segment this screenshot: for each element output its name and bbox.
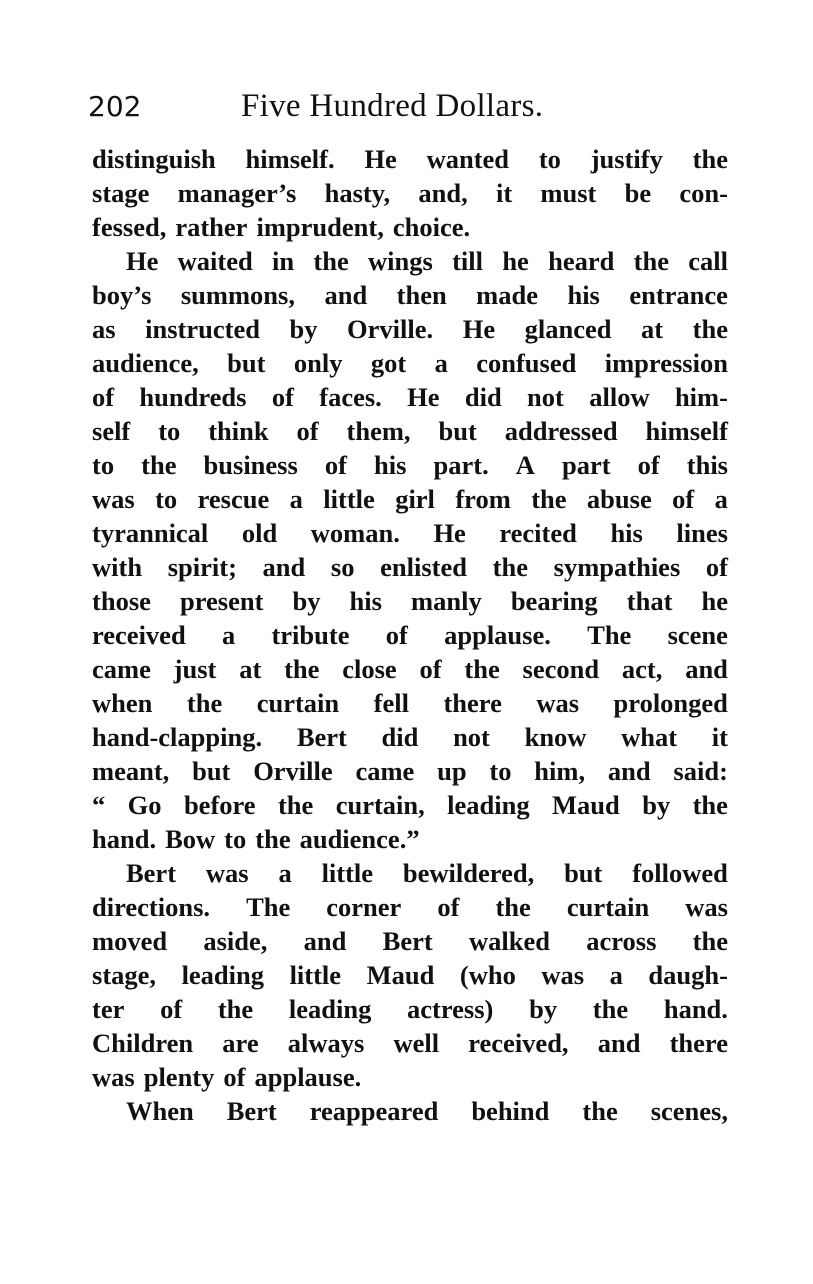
word: by (292, 586, 321, 616)
word: the (582, 1096, 618, 1126)
word: con- (679, 178, 728, 208)
word: fell (373, 688, 409, 718)
word: himself (645, 416, 728, 446)
word: spirit; (167, 552, 237, 582)
word: there (669, 1028, 728, 1058)
word: choice. (392, 212, 471, 242)
word: and, (418, 178, 468, 208)
word: think (208, 416, 269, 446)
word: a (289, 484, 303, 514)
word: was (685, 892, 728, 922)
word: as (92, 314, 116, 344)
word: little (321, 858, 374, 888)
word: wings (368, 246, 433, 276)
word: enlisted (380, 552, 468, 582)
word: He (126, 246, 159, 276)
text-line (92, 414, 728, 448)
word: and (303, 926, 347, 956)
text-line (92, 142, 728, 176)
word: a (221, 620, 236, 650)
word: sympathies (553, 552, 681, 582)
word: leading (288, 994, 372, 1024)
word: Children (92, 1028, 194, 1058)
word: rather (175, 212, 248, 242)
word: before (183, 790, 256, 820)
word: corner (326, 892, 402, 922)
text-line (92, 856, 728, 890)
word: stage (92, 178, 150, 208)
text-line (92, 992, 728, 1026)
word: them, (346, 416, 411, 446)
word: it (495, 178, 513, 208)
word: but (438, 416, 477, 446)
word: must (540, 178, 597, 208)
word: himself. (245, 144, 335, 174)
word: and (597, 1028, 641, 1058)
word: The (246, 892, 291, 922)
word: addressed (504, 416, 618, 446)
word: in (272, 246, 295, 276)
text-line (92, 924, 728, 958)
text-line (92, 720, 728, 754)
word: walked (468, 926, 550, 956)
word: there (443, 688, 502, 718)
word: his (349, 586, 382, 616)
text-line (92, 958, 728, 992)
word: and (607, 756, 651, 786)
text-line (92, 1094, 728, 1128)
word: curtain, (335, 790, 425, 820)
word: hand-clapping. (92, 722, 263, 752)
text-line (92, 550, 728, 584)
word: what (621, 722, 678, 752)
word: was (205, 858, 249, 888)
text-line (92, 788, 728, 822)
word: applause. (444, 620, 551, 650)
word: by (642, 790, 671, 820)
word: of (437, 892, 460, 922)
word: manly (411, 586, 482, 616)
word: Bert (126, 858, 177, 888)
word: followed (632, 858, 728, 888)
word: Maud (552, 790, 620, 820)
word: are (222, 1028, 259, 1058)
word: imprudent, (256, 212, 384, 242)
word: came (92, 654, 151, 684)
word: call (688, 246, 728, 276)
word: When (126, 1096, 194, 1126)
text-line (92, 210, 728, 244)
word: Bow (165, 824, 216, 854)
word: this (686, 450, 728, 480)
word: abuse (586, 484, 652, 514)
word: hasty, (324, 178, 391, 208)
word: act, (621, 654, 663, 684)
word: manager’s (177, 178, 297, 208)
word: waited (177, 246, 253, 276)
word: well (393, 1028, 440, 1058)
word: made (476, 280, 538, 310)
word: leading (447, 790, 530, 820)
word: of (324, 450, 347, 480)
word: behind (471, 1096, 550, 1126)
word: “ (92, 790, 106, 820)
word: curtain (256, 688, 340, 718)
word: Bert (382, 926, 433, 956)
word: a (434, 348, 448, 378)
word: always (287, 1028, 365, 1058)
word: tribute (271, 620, 350, 650)
word: girl (395, 484, 435, 514)
word: little (323, 484, 375, 514)
text-line (92, 244, 728, 278)
word: wanted (426, 144, 510, 174)
word: meant, (92, 756, 170, 786)
word: was (541, 960, 585, 990)
word: reappeared (309, 1096, 439, 1126)
text-line (92, 448, 728, 482)
word: of (419, 654, 442, 684)
word: applause. (254, 1062, 362, 1092)
word: instructed (145, 314, 260, 344)
word: he (701, 586, 728, 616)
word: aside, (203, 926, 268, 956)
word: to (538, 144, 561, 174)
word: curtain (566, 892, 650, 922)
word: lines (676, 518, 728, 548)
word: ter (92, 994, 125, 1024)
word: him- (674, 382, 728, 412)
word: hand. (92, 824, 157, 854)
word: second (522, 654, 600, 684)
word: when (92, 688, 153, 718)
word: of (672, 484, 695, 514)
word: did (464, 382, 502, 412)
word: a (609, 960, 623, 990)
word: rescue (197, 484, 270, 514)
word: boy’s (92, 280, 152, 310)
word: that (626, 586, 673, 616)
word: the (692, 790, 728, 820)
text-line (92, 278, 728, 312)
word: the (464, 654, 500, 684)
word: Maud (366, 960, 435, 990)
text-line (92, 1026, 728, 1060)
word: did (381, 722, 419, 752)
word: he (502, 246, 529, 276)
text-line (92, 346, 728, 380)
word: the (492, 552, 528, 582)
word: bewildered, (402, 858, 535, 888)
word: but (192, 756, 231, 786)
word: to (158, 416, 181, 446)
word: Orville (253, 756, 333, 786)
word: actress) (407, 994, 494, 1024)
word: hundreds (139, 382, 247, 412)
word: of (637, 450, 660, 480)
word: Bert (296, 722, 347, 752)
word: Go (127, 790, 162, 820)
word: and (324, 280, 368, 310)
word: recited (499, 518, 577, 548)
word: audience, (92, 348, 199, 378)
word: woman. (310, 518, 400, 548)
word: the (692, 314, 728, 344)
word: the (141, 450, 177, 480)
word: it (711, 722, 728, 752)
word: heard (548, 246, 615, 276)
word: daugh- (648, 960, 728, 990)
word: the (217, 994, 254, 1024)
word: hand. (663, 994, 728, 1024)
text-line (92, 618, 728, 652)
word: impression (604, 348, 728, 378)
word: part (561, 450, 611, 480)
word: moved (92, 926, 168, 956)
word: him, (534, 756, 586, 786)
word: to (92, 450, 115, 480)
word: The (587, 620, 632, 650)
word: of (160, 994, 183, 1024)
text-line (92, 1060, 728, 1094)
word: He (462, 314, 496, 344)
word: of (92, 382, 115, 412)
word: He (433, 518, 466, 548)
word: to (155, 484, 178, 514)
word: but (564, 858, 603, 888)
word: from (455, 484, 511, 514)
word: of (271, 382, 294, 412)
word: be (624, 178, 652, 208)
word: of (385, 620, 408, 650)
word: but (227, 348, 266, 378)
word: till (452, 246, 484, 276)
word: received (92, 620, 186, 650)
text-line (92, 652, 728, 686)
word: stage, (92, 960, 157, 990)
word: the (592, 994, 629, 1024)
word: tyrannical (92, 518, 209, 548)
word: close (342, 654, 397, 684)
word: his (374, 450, 407, 480)
text-line (92, 380, 728, 414)
word: present (179, 586, 264, 616)
word: He (364, 144, 397, 174)
word: the (284, 654, 320, 684)
word: the (186, 688, 223, 718)
word: bearing (510, 586, 598, 616)
word: the (692, 926, 728, 956)
word: at (239, 654, 262, 684)
text-line (92, 516, 728, 550)
word: (who (459, 960, 516, 990)
word: not (453, 722, 490, 752)
word: not (527, 382, 564, 412)
word: up (437, 756, 467, 786)
word: allow (589, 382, 650, 412)
word: distinguish (92, 144, 216, 174)
text-line (92, 176, 728, 210)
text-line (92, 584, 728, 618)
word: a (714, 484, 728, 514)
word: came (355, 756, 415, 786)
word: the (495, 892, 531, 922)
word: A (515, 450, 535, 480)
word: self (92, 416, 131, 446)
word: got (370, 348, 407, 378)
word: his (610, 518, 643, 548)
word: the (277, 790, 314, 820)
word: at (641, 314, 664, 344)
word: entrance (629, 280, 728, 310)
word: summons, (180, 280, 295, 310)
word: of (223, 1062, 246, 1092)
word: by (289, 314, 318, 344)
word: across (586, 926, 657, 956)
word: the (313, 246, 349, 276)
word: to (224, 824, 247, 854)
word: those (92, 586, 151, 616)
word: He (407, 382, 440, 412)
word: Orville. (347, 314, 434, 344)
word: directions. (92, 892, 211, 922)
word: the (255, 824, 291, 854)
running-title: Five Hundred Dollars. (241, 88, 544, 124)
text-line (92, 822, 728, 856)
word: the (692, 144, 728, 174)
body-text (92, 142, 728, 1128)
word: know (524, 722, 587, 752)
word: was (92, 484, 135, 514)
word: justify (590, 144, 663, 174)
word: so (330, 552, 355, 582)
text-line (92, 686, 728, 720)
word: and (262, 552, 306, 582)
word: of (705, 552, 728, 582)
word: old (241, 518, 278, 548)
word: confused (476, 348, 577, 378)
word: a (278, 858, 292, 888)
text-line (92, 482, 728, 516)
word: plenty (143, 1062, 215, 1092)
text-line (92, 312, 728, 346)
word: the (531, 484, 567, 514)
text-line (92, 754, 728, 788)
word: then (396, 280, 447, 310)
word: little (289, 960, 342, 990)
word: Bert (226, 1096, 277, 1126)
word: scene (667, 620, 728, 650)
word: part. (433, 450, 489, 480)
word: his (567, 280, 600, 310)
word: was (536, 688, 580, 718)
word: business (203, 450, 298, 480)
word: scenes, (650, 1096, 728, 1126)
word: faces. (319, 382, 382, 412)
word: only (293, 348, 343, 378)
text-line (92, 890, 728, 924)
word: of (296, 416, 319, 446)
word: said: (673, 756, 728, 786)
word: and (685, 654, 728, 684)
word: leading (181, 960, 265, 990)
word: prolonged (613, 688, 728, 718)
page-number: 202 (88, 90, 142, 123)
word: by (529, 994, 558, 1024)
word: audience.” (299, 824, 420, 854)
word: was (92, 1062, 135, 1092)
word: glanced (524, 314, 612, 344)
word: with (92, 552, 143, 582)
word: fessed, (92, 212, 167, 242)
word: just (173, 654, 217, 684)
word: received, (468, 1028, 569, 1058)
word: to (489, 756, 512, 786)
word: the (633, 246, 669, 276)
